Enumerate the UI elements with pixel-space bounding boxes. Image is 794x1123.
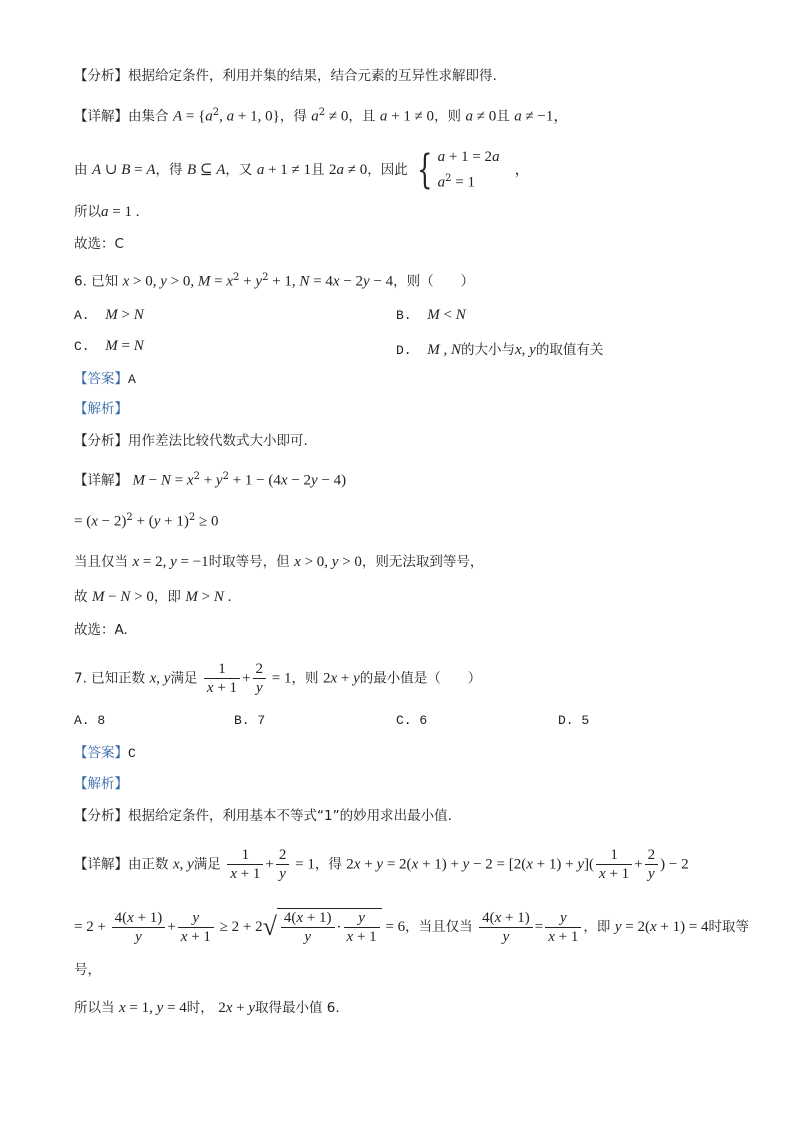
- option-label: C.: [74, 339, 90, 354]
- q7-text: 时取等: [708, 919, 750, 935]
- fraction: $\frac{1}{x + 1}$: [227, 846, 263, 883]
- q7-text: 所以当: [74, 1000, 115, 1016]
- q6-detail-line-3: 当且仅当 x = 2, y = −1时取等号，但 x > 0, y > 0，则无法取到等号，: [74, 554, 484, 570]
- q7-analysis-heading: [74, 774, 128, 794]
- analysis-heading: 【解析】: [74, 776, 128, 792]
- q7-text: 号，: [74, 962, 101, 978]
- q7-stem: 7. 已知正数 x, y满足 $\frac{1}{x + 1}$ + $\frac{2}{y}$ = 1，则 2x + y的最小值是（ ）: [74, 661, 482, 696]
- q7-text: 由正数: [128, 856, 169, 873]
- fraction: $\frac{4(x + 1)}{y}$: [112, 909, 166, 946]
- q5-text: 且: [311, 161, 325, 178]
- q5-set-expression: A: [172, 108, 183, 125]
- q5-text: 由: [74, 161, 88, 178]
- q5-analysis-line: [74, 66, 497, 86]
- analysis-text: 用作差法比较代数式大小即可.: [128, 433, 308, 449]
- option-text: 的大小与: [460, 342, 515, 358]
- q5-text: ，因此: [367, 161, 408, 178]
- q7-detail-line-3: [74, 960, 101, 980]
- q5-text: ，且: [348, 108, 376, 125]
- fraction: $\frac{1}{x + 1}$: [204, 660, 240, 697]
- fraction: $\frac{4(x + 1)}{y}$: [479, 909, 533, 946]
- option-label: B.: [396, 308, 412, 323]
- q6-text: ，则无法取到等号，: [361, 554, 484, 570]
- q6-choice: [74, 620, 128, 640]
- answer-tag: 【答案】: [74, 371, 128, 387]
- option-label: D.: [396, 343, 412, 358]
- sqrt-expression: $\frac{4(x + 1)}{y}$ · $\frac{y}{x + 1}$: [277, 908, 382, 946]
- q7-stem-no: 7. 已知正数: [74, 670, 146, 687]
- q5-detail-tag: 【详解】: [74, 108, 128, 125]
- q6-detail-line-4: 故 M − N > 0，即 M > N .: [74, 589, 232, 605]
- q7-text: ，当且仅当: [405, 919, 473, 935]
- q6-text: 当且仅当: [74, 554, 128, 570]
- q5-text: ，得: [279, 108, 307, 125]
- q7-option-a: A. 8: [74, 713, 106, 728]
- analysis-tag: 【分析】: [74, 433, 128, 449]
- detail-tag: 【详解】: [74, 856, 128, 873]
- q6-text: 故: [74, 589, 88, 605]
- option-text: 的取值有关: [535, 342, 604, 358]
- q5-analysis-tag: 【分析】: [74, 68, 128, 84]
- q6-answer: [74, 369, 136, 390]
- fraction: $\frac{1}{x + 1}$: [596, 846, 632, 883]
- q5-text: ，则: [434, 108, 462, 125]
- q7-answer: [74, 743, 136, 764]
- q5-conclusion: 所以a = 1 .: [74, 204, 140, 220]
- q6-analysis-line: [74, 431, 308, 451]
- q6-stem-end: ，则（ ）: [393, 273, 475, 290]
- q7-text: ，即: [583, 919, 611, 935]
- q5-choice-text: 故选：C: [74, 236, 124, 252]
- answer-value: A: [128, 372, 136, 387]
- q7-text: 的最小值是（ ）: [359, 670, 482, 687]
- q5-analysis-text: 根据给定条件，利用并集的结果，结合元素的互异性求解即得.: [128, 68, 497, 84]
- detail-tag: 【详解】: [74, 472, 128, 489]
- answer-value: C: [128, 746, 136, 761]
- analysis-tag: 【分析】: [74, 808, 128, 824]
- q6-text: ，即: [153, 589, 181, 605]
- q5-text: ，得: [155, 161, 183, 178]
- q5-detail-line-2: 由 A ∪ B = A，得 B ⊆ A，又 a + 1 ≠ 1且 2a ≠ 0，因此 { a + 1 = 2a $a^2 = 1$ ，: [74, 146, 530, 193]
- q6-option-d: D. M , N的大小与x, y的取值有关: [396, 342, 604, 358]
- q7-detail-line-2: = 2 + $\frac{4(x + 1)}{y}$ + $\frac{y}{x + 1}$ ≥ 2 + 2√ $\frac{4(x + 1)}{y}$ · $\frac{y}{x + 1}$ = 6，当且仅当 $\frac{4(x + 1)}{y}$ = $\frac{y}{x + 1}$ ，即 y = 2(x + 1) = 4时取等: [74, 909, 750, 945]
- fraction: $\frac{2}{y}$: [645, 846, 659, 883]
- q5-text: 由集合: [128, 108, 169, 125]
- q6-option-b: B. M < N: [396, 307, 466, 323]
- q6-stem: 6. 已知 x > 0, y > 0, $M = x^2 + y^2 + 1$, N = 4x − 2y − 4，则（ ）: [74, 272, 475, 290]
- answer-tag: 【答案】: [74, 745, 128, 761]
- fraction: $\frac{2}{y}$: [276, 846, 290, 883]
- q6-analysis-heading: [74, 399, 128, 419]
- q6-choice-text: 故选：A.: [74, 622, 128, 638]
- q5-detail-line-1: 【详解】由集合 $A = \{a^2$, a + 1, 0}，得 $a^2 \ne 0$，且 a + 1 ≠ 0，则 a ≠ 0且 a ≠ −1，: [74, 107, 569, 125]
- q6-option-a: A. M > N: [74, 307, 144, 323]
- q6-detail-line-1: 【详解】 $M - N = x^2 + y^2 + 1 - (4x - 2y - 4)$: [74, 471, 347, 489]
- q7-text: 满足: [193, 856, 221, 873]
- option-label: A.: [74, 308, 90, 323]
- q6-option-c: C. M = N: [74, 338, 144, 354]
- analysis-heading: 【解析】: [74, 401, 128, 417]
- q7-text: ，得: [314, 856, 342, 873]
- q5-text: ，又: [225, 161, 253, 178]
- q5-choice: [74, 234, 124, 254]
- equation-system: a + 1 = 2a $a^2 = 1$: [437, 149, 500, 191]
- q7-analysis-line: [74, 806, 452, 826]
- fraction: $\frac{y}{x + 1}$: [545, 909, 581, 946]
- q7-option-b: B. 7: [234, 713, 266, 728]
- q7-text: 时，: [186, 1000, 214, 1016]
- q6-text: 时取等号，但: [208, 554, 290, 570]
- q7-text: ，则: [291, 670, 319, 687]
- q6-stem-no: 6. 已知: [74, 273, 119, 290]
- q7-detail-line-1: 【详解】由正数 x, y满足 $\frac{1}{x + 1}$ + $\frac{2}{y}$ = 1，得 2x + y = 2(x + 1) + y − 2 = [2(x + 1) + y]( $\frac{1}{x + 1}$ + $\frac{2}{y}$ ) − 2: [74, 847, 689, 882]
- q7-option-c: C. 6: [396, 713, 428, 728]
- q7-text: 满足: [170, 670, 198, 687]
- q7-text: 取得最小值 6.: [255, 1000, 340, 1016]
- q5-text: 所以: [74, 204, 101, 220]
- system-brace: {: [417, 146, 433, 193]
- analysis-text: 根据给定条件，利用基本不等式“1”的妙用求出最小值.: [128, 808, 452, 824]
- q5-text: 且: [496, 108, 510, 125]
- fraction: $\frac{y}{x + 1}$: [178, 909, 214, 946]
- fraction: $\frac{2}{y}$: [253, 660, 267, 697]
- q6-detail-line-2: = $(x - 2)^2 + (y + 1)^2 \ge 0$: [74, 512, 219, 530]
- q7-final-line: 所以当 x = 1, y = 4时， 2x + y取得最小值 6.: [74, 1000, 340, 1016]
- q7-option-d: D. 5: [558, 713, 590, 728]
